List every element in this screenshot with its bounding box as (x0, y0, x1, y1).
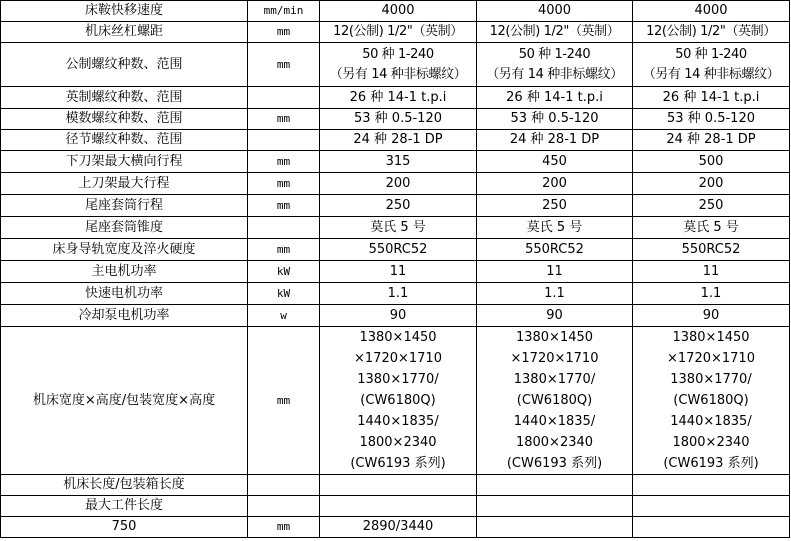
table-row (1, 151, 790, 173)
value-cell: 50 种 1-240 （另有 14 种非标螺纹） (320, 43, 477, 87)
row-unit: mm (248, 327, 320, 475)
value-cell: 90 (320, 305, 477, 327)
value-cell: 1380×1450 ×1720×1710 1380×1770/ (CW6180Q) 1440×1835/ 1800×2340 (CW6193 系列) (477, 327, 633, 475)
value-cell: 500 (633, 151, 790, 173)
table-row (1, 239, 790, 261)
row-unit: kW (248, 261, 320, 283)
row-label: 模数螺纹种数、范围 (1, 109, 248, 130)
row-label: 上刀架最大行程 (1, 173, 248, 195)
value-cell: 4000 (477, 1, 633, 22)
value-cell: 12(公制) 1/2"（英制） (477, 22, 633, 43)
row-unit: mm (248, 22, 320, 43)
value-cell: 250 (320, 195, 477, 217)
value-cell: 4000 (633, 1, 790, 22)
row-label: 英制螺纹种数、范围 (1, 87, 248, 109)
value-cell: 1.1 (320, 283, 477, 305)
row-label: 床鞍快移速度 (1, 1, 248, 22)
value-cell: 53 种 0.5-120 (320, 109, 477, 130)
row-unit: mm (248, 43, 320, 87)
value-cell: 12(公制) 1/2"（英制） (320, 22, 477, 43)
row-unit: kW (248, 283, 320, 305)
value-cell: 550RC52 (477, 239, 633, 261)
row-unit: mm (248, 151, 320, 173)
value-cell: 200 (320, 173, 477, 195)
value-cell: 11 (477, 261, 633, 283)
value-cell: 11 (633, 261, 790, 283)
value-cell (633, 517, 790, 538)
value-cell (477, 475, 633, 496)
value-cell: 26 种 14-1 t.p.i (477, 87, 633, 109)
value-cell (633, 475, 790, 496)
row-label: 750 (1, 517, 248, 538)
row-unit: w (248, 305, 320, 327)
value-cell: 550RC52 (320, 239, 477, 261)
value-cell: 4000 (320, 1, 477, 22)
table-row (1, 43, 790, 87)
row-unit (248, 130, 320, 151)
value-cell: 1380×1450 ×1720×1710 1380×1770/ (CW6180Q) 1440×1835/ 1800×2340 (CW6193 系列) (633, 327, 790, 475)
value-cell: 26 种 14-1 t.p.i (633, 87, 790, 109)
table-row (1, 217, 790, 239)
table-row (1, 496, 790, 517)
row-unit (248, 217, 320, 239)
value-cell: 24 种 28-1 DP (320, 130, 477, 151)
value-cell: 24 种 28-1 DP (633, 130, 790, 151)
row-unit: mm/min (248, 1, 320, 22)
value-cell: 1.1 (633, 283, 790, 305)
value-cell: 24 种 28-1 DP (477, 130, 633, 151)
value-cell: 315 (320, 151, 477, 173)
row-unit (248, 475, 320, 496)
value-cell: 200 (477, 173, 633, 195)
table-row (1, 87, 790, 109)
value-cell: 莫氏 5 号 (633, 217, 790, 239)
value-cell: 53 种 0.5-120 (477, 109, 633, 130)
value-cell (633, 496, 790, 517)
value-cell (320, 496, 477, 517)
row-unit: mm (248, 195, 320, 217)
value-cell: 莫氏 5 号 (320, 217, 477, 239)
value-cell (477, 496, 633, 517)
value-cell: 26 种 14-1 t.p.i (320, 87, 477, 109)
value-cell (477, 517, 633, 538)
row-label: 冷却泵电机功率 (1, 305, 248, 327)
table-row (1, 1, 790, 22)
table-row (1, 283, 790, 305)
value-cell: 550RC52 (633, 239, 790, 261)
value-cell: 12(公制) 1/2"（英制） (633, 22, 790, 43)
row-unit: mm (248, 109, 320, 130)
table-row (1, 475, 790, 496)
value-cell: 莫氏 5 号 (477, 217, 633, 239)
row-unit: mm (248, 239, 320, 261)
row-label: 主电机功率 (1, 261, 248, 283)
value-cell: 11 (320, 261, 477, 283)
value-cell: 1.1 (477, 283, 633, 305)
table-row (1, 517, 790, 538)
value-cell: 53 种 0.5-120 (633, 109, 790, 130)
table-row (1, 261, 790, 283)
value-cell: 90 (477, 305, 633, 327)
row-label: 下刀架最大横向行程 (1, 151, 248, 173)
value-cell: 200 (633, 173, 790, 195)
row-label: 机床宽度×高度/包装宽度×高度 (1, 327, 248, 475)
value-cell: 250 (477, 195, 633, 217)
row-label: 公制螺纹种数、范围 (1, 43, 248, 87)
row-unit: mm (248, 173, 320, 195)
row-label: 最大工件长度 (1, 496, 248, 517)
value-cell: 2890/3440 (320, 517, 477, 538)
table-row (1, 195, 790, 217)
row-label: 快速电机功率 (1, 283, 248, 305)
row-unit (248, 496, 320, 517)
row-label: 尾座套筒行程 (1, 195, 248, 217)
row-label: 机床丝杠螺距 (1, 22, 248, 43)
table-row (1, 327, 790, 475)
table-row (1, 305, 790, 327)
value-cell: 50 种 1-240 （另有 14 种非标螺纹） (477, 43, 633, 87)
row-label: 床身导轨宽度及淬火硬度 (1, 239, 248, 261)
row-unit (248, 87, 320, 109)
table-row (1, 130, 790, 151)
value-cell: 90 (633, 305, 790, 327)
value-cell: 250 (633, 195, 790, 217)
row-label: 尾座套筒锥度 (1, 217, 248, 239)
row-label: 机床长度/包装箱长度 (1, 475, 248, 496)
table-row (1, 173, 790, 195)
value-cell: 450 (477, 151, 633, 173)
value-cell: 50 种 1-240 （另有 14 种非标螺纹） (633, 43, 790, 87)
table-row (1, 22, 790, 43)
row-label: 径节螺纹种数、范围 (1, 130, 248, 151)
row-unit: mm (248, 517, 320, 538)
table-row (1, 109, 790, 130)
value-cell: 1380×1450 ×1720×1710 1380×1770/ (CW6180Q) 1440×1835/ 1800×2340 (CW6193 系列) (320, 327, 477, 475)
value-cell (320, 475, 477, 496)
